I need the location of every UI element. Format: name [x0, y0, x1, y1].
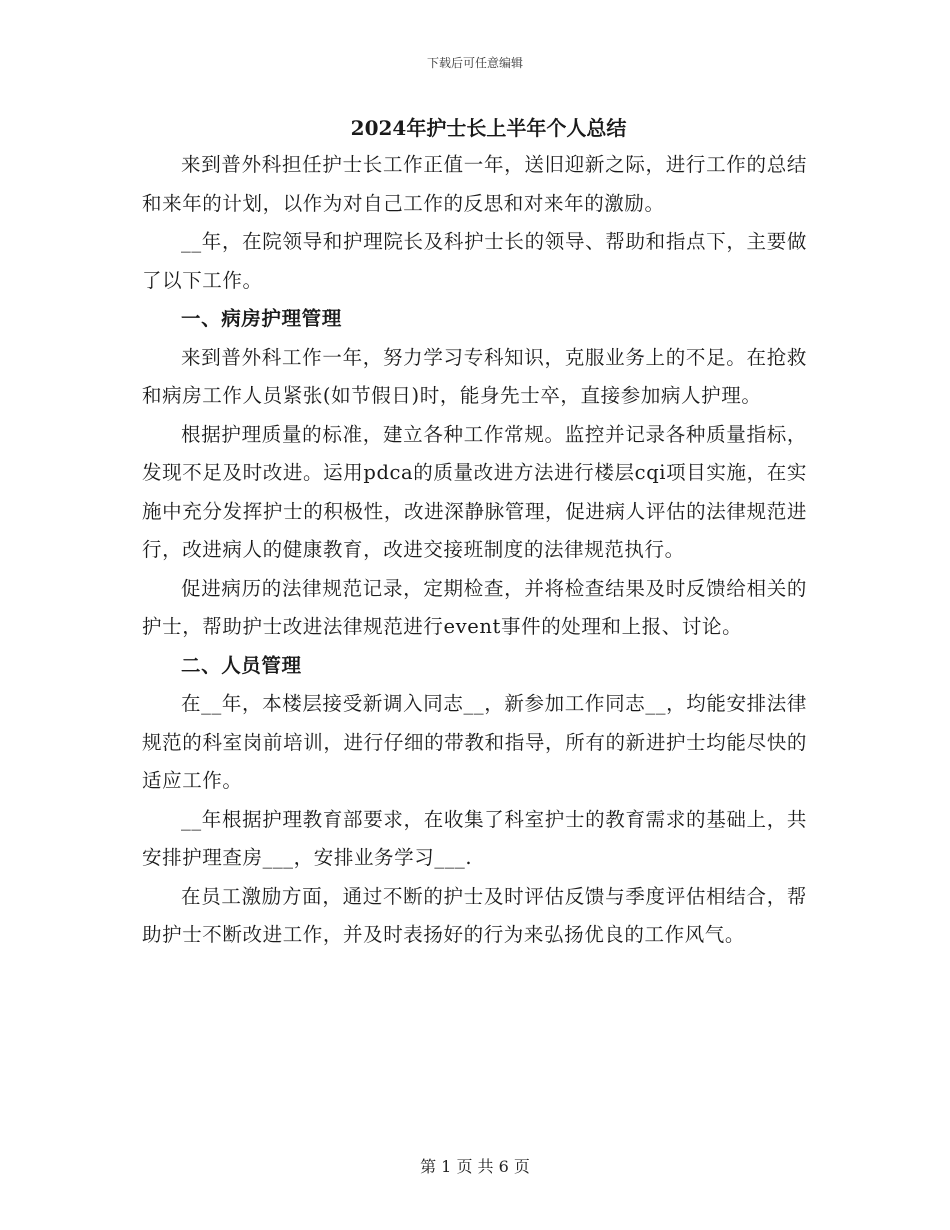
paragraph: __年根据护理教育部要求，在收集了科室护士的教育需求的基础上，共安排护理查房___，安排业务学习___. [142, 807, 807, 869]
paragraph: 促进病历的法律规范记录，定期检查，并将检查结果及时反馈给相关的护士，帮助护士改进法律规范进行event事件的处理和上报、讨论。 [142, 576, 807, 638]
section-heading: 一、病房护理管理 [181, 307, 342, 330]
page-indicator: 第 1 页 共 6 页 [420, 1157, 530, 1176]
header-note: 下载后可任意编辑 [426, 56, 523, 70]
section-heading: 二、人员管理 [181, 653, 302, 677]
document-title: 2024年护士长上半年个人总结 [350, 116, 627, 140]
paragraph: 来到普外科工作一年，努力学习专科知识，克服业务上的不足。在抢救和病房工作人员紧张(如节假日)时，能身先士卒，直接参加病人护理。 [142, 345, 807, 407]
paragraph: 在员工激励方面，通过不断的护士及时评估反馈与季度评估相结合，帮助护士不断改进工作，并及时表扬好的行为来弘扬优良的工作风气。 [142, 884, 807, 946]
paragraph: 根据护理质量的标准，建立各种工作常规。监控并记录各种质量指标，发现不足及时改进。运用pdca的质量改进方法进行楼层cqi项目实施，在实施中充分发挥护士的积极性，改进深静脉管理，促进病人评估的法律规范进行，改进病人的健康教育，改进交接班制度的法律规范执行。 [142, 422, 807, 561]
paragraph: 来到普外科担任护士长工作正值一年，送旧迎新之际，进行工作的总结和来年的计划，以作为对自己工作的反思和对来年的激励。 [142, 153, 807, 215]
paragraph: 在__年，本楼层接受新调入同志__，新参加工作同志__，均能安排法律规范的科室岗前培训，进行仔细的带教和指导，所有的新进护士均能尽快的适应工作。 [142, 692, 807, 792]
paragraph: __年，在院领导和护理院长及科护士长的领导、帮助和指点下，主要做了以下工作。 [142, 230, 807, 292]
document-body [142, 112, 807, 955]
